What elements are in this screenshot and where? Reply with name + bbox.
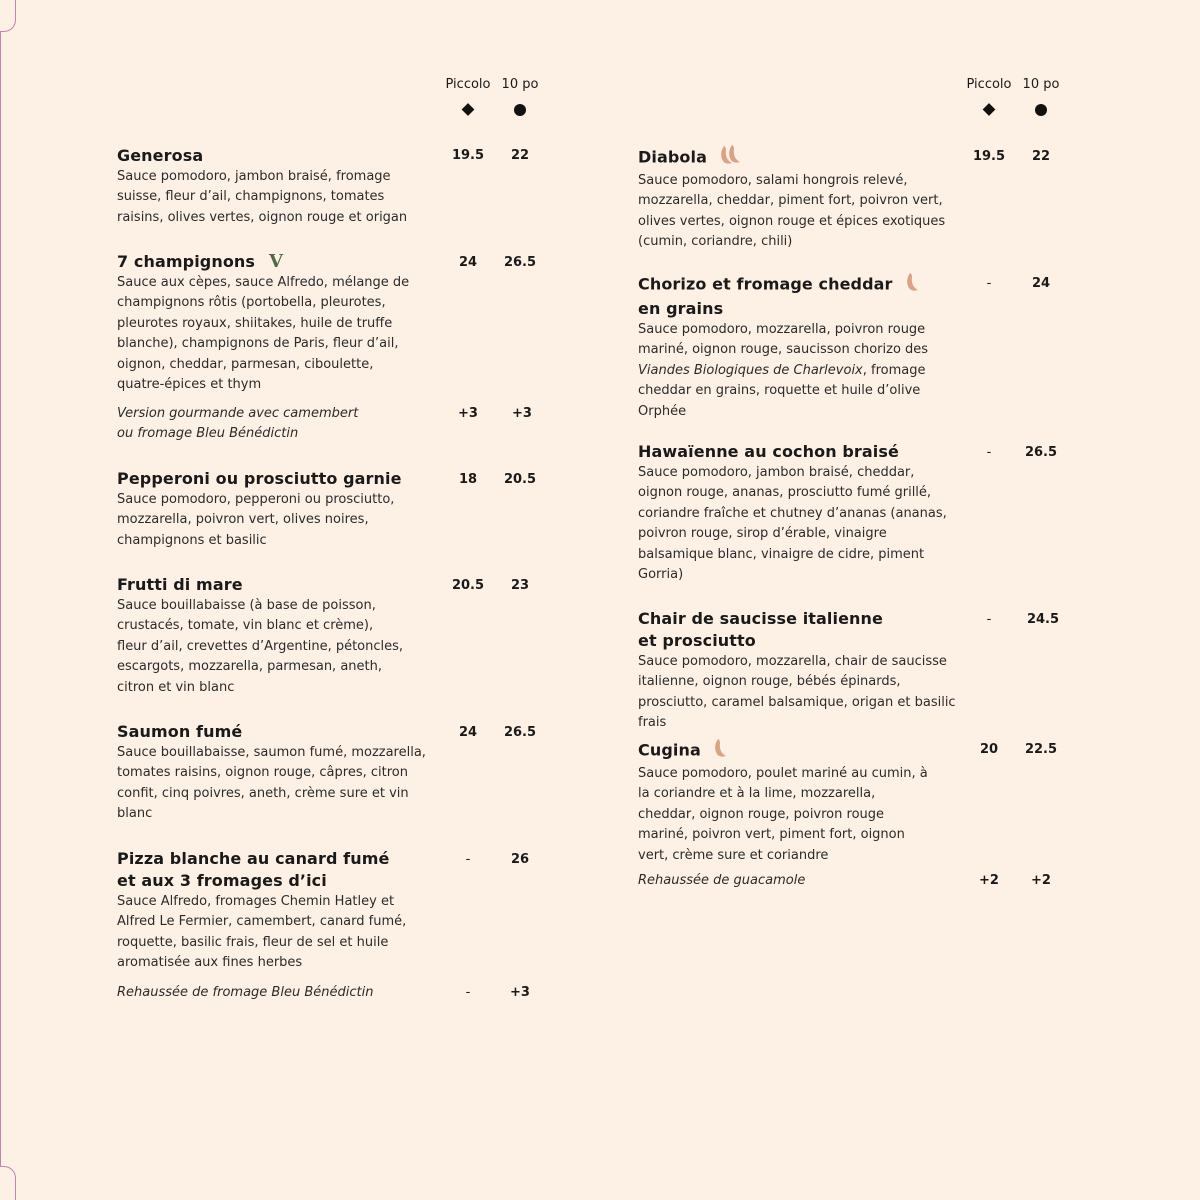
price-large: 24 [1031, 276, 1051, 291]
size-label-large: 10 po [501, 77, 539, 92]
menu-item-pizza-blanche [117, 848, 567, 1000]
item-description: Sauce Alfredo, fromages Chemin Hatley et Alfred Le Fermier, camembert, canard fumé, roquette, basilic frais, fleur de sel et huile aromatisée aux fines herbes [117, 894, 407, 971]
price-large: 24.5 [1026, 612, 1060, 627]
item-name: Pepperoni ou prosciutto garnie [117, 469, 402, 488]
price-small: - [986, 276, 992, 291]
item-name: 7 champignons V [117, 251, 284, 272]
hot-pepper-icon [719, 145, 743, 171]
item-description: Sauce pomodoro, poulet mariné au cumin, à la coriandre et à la lime, mozzarella, cheddar, oignon rouge, poivron rouge mariné, poivron vert, piment fort, oignon vert, crème sure et coriandre [638, 766, 928, 863]
price-large: 26.5 [1024, 445, 1058, 460]
item-description: Sauce bouillabaisse, saumon fumé, mozzarella, tomates raisins, oignon rouge, câpres, citron confit, cinq poivres, aneth, crème sure et vin blanc [117, 745, 426, 822]
menu-item-7-champignons [117, 251, 567, 442]
item-description: Sauce pomodoro, mozzarella, chair de saucisse italienne, oignon rouge, bébés épinards, prosciutto, caramel balsamique, origan et basilic frais [638, 654, 956, 731]
menu-item-cugina [638, 738, 1088, 888]
item-description: Sauce bouillabaisse (à base de poisson, crustacés, tomate, vin blanc et crème), fleur d’ail, crevettes d’Argentine, pétoncles, escargots, mozzarella, parmesan, aneth, citron et vin blanc [117, 598, 404, 695]
item-name-line1: Pizza blanche au canard fumé [117, 849, 390, 868]
note-price-small: +3 [458, 406, 478, 421]
menu-item-generosa [117, 145, 567, 228]
hot-pepper-icon [905, 272, 919, 298]
item-note: Version gourmande avec camembert ou fromage Bleu Bénédictin [117, 406, 359, 442]
price-small: - [465, 852, 471, 867]
item-description: Sauce pomodoro, jambon braisé, cheddar, oignon rouge, ananas, prosciutto fumé grillé, coriandre fraîche et chutney d’ananas (ananas, poivron rouge, sirop d’érable, vinaigre balsamique blanc, vinaigre de cidre, piment Gorria) [638, 465, 947, 583]
item-name: Cugina [638, 738, 918, 764]
circle-icon [1035, 104, 1047, 116]
menu-item-chair-de-saucisse [638, 608, 1088, 734]
item-note: Rehaussée de guacamole [638, 873, 806, 888]
price-small: 19.5 [972, 149, 1006, 164]
price-large: 22 [510, 148, 530, 163]
note-price-large: +3 [510, 985, 530, 1000]
diamond-icon [462, 103, 475, 116]
menu-item-frutti-di-mare [117, 574, 567, 698]
item-name: Generosa [117, 146, 204, 165]
price-large: 26 [510, 852, 530, 867]
menu-item-hawaienne [638, 441, 1088, 585]
price-large: 26.5 [503, 725, 537, 740]
menu-item-pepperoni [117, 468, 567, 551]
note-price-large: +3 [512, 406, 532, 421]
item-description: Sauce pomodoro, pepperoni ou prosciutto, mozzarella, poivron vert, olives noires, champignons et basilic [117, 492, 395, 548]
item-name: Hawaïenne au cochon braisé [638, 442, 899, 461]
item-name-line2: et prosciutto [638, 631, 756, 650]
menu-item-saumon-fume [117, 721, 567, 825]
price-large: 22.5 [1024, 742, 1058, 757]
price-small: 19.5 [451, 148, 485, 163]
price-small: 20 [979, 742, 999, 757]
note-price-large: +2 [1031, 873, 1051, 888]
price-large: 26.5 [503, 255, 537, 270]
item-name: Frutti di mare [117, 575, 243, 594]
item-name: Diabola [638, 145, 918, 171]
item-name-line1: Chorizo et fromage cheddar [638, 272, 918, 298]
price-large: 23 [510, 578, 530, 593]
item-description: Sauce pomodoro, salami hongrois relevé, mozzarella, cheddar, piment fort, poivron vert, olives vertes, oignon rouge et épices exotiques (cumin, coriandre, chili) [638, 173, 946, 250]
size-header [439, 77, 549, 122]
item-name-line2: et aux 3 fromages d’ici [117, 871, 327, 890]
circle-icon [514, 104, 526, 116]
item-note: Rehaussée de fromage Bleu Bénédictin [117, 985, 374, 1000]
menu-item-diabola [638, 145, 1088, 253]
item-description: Sauce aux cèpes, sauce Alfredo, mélange de champignons rôtis (portobella, pleurotes, pleurotes royaux, shiitakes, huile de truffe blanche), champignons de Paris, fleur d’ail, oignon, cheddar, parmesan, ciboulette, quatre-épices et thym [117, 275, 410, 393]
size-label-large: 10 po [1022, 77, 1060, 92]
price-small: 24 [458, 725, 478, 740]
price-small: 24 [458, 255, 478, 270]
price-small: - [986, 445, 992, 460]
price-small: 20.5 [451, 578, 485, 593]
note-price-small: - [465, 985, 471, 1000]
hot-pepper-icon [713, 738, 727, 764]
price-small: - [986, 612, 992, 627]
size-label-small: Piccolo [445, 77, 491, 92]
note-price-small: +2 [979, 873, 999, 888]
page-edge-top [0, 0, 16, 32]
size-label-small: Piccolo [966, 77, 1012, 92]
item-description: Sauce pomodoro, jambon braisé, fromage suisse, fleur d’ail, champignons, tomates raisins, olives vertes, oignon rouge et origan [117, 169, 408, 225]
vegetarian-badge: V [269, 251, 284, 272]
menu-item-chorizo [638, 272, 1088, 422]
size-header [960, 77, 1070, 122]
item-name-line1: Chair de saucisse italienne [638, 609, 883, 628]
item-name: Saumon fumé [117, 722, 243, 741]
page-edge-line [0, 32, 1, 1166]
diamond-icon [983, 103, 996, 116]
price-small: 18 [458, 472, 478, 487]
item-description: Sauce pomodoro, mozzarella, poivron rouge mariné, oignon rouge, saucisson chorizo des Viandes Biologiques de Charlevoix, fromage cheddar en grains, roquette et huile d’olive Orphée [638, 322, 929, 419]
item-name-line2: en grains [638, 299, 724, 318]
price-large: 22 [1031, 149, 1051, 164]
price-large: 20.5 [503, 472, 537, 487]
page-edge-bottom [0, 1166, 16, 1200]
